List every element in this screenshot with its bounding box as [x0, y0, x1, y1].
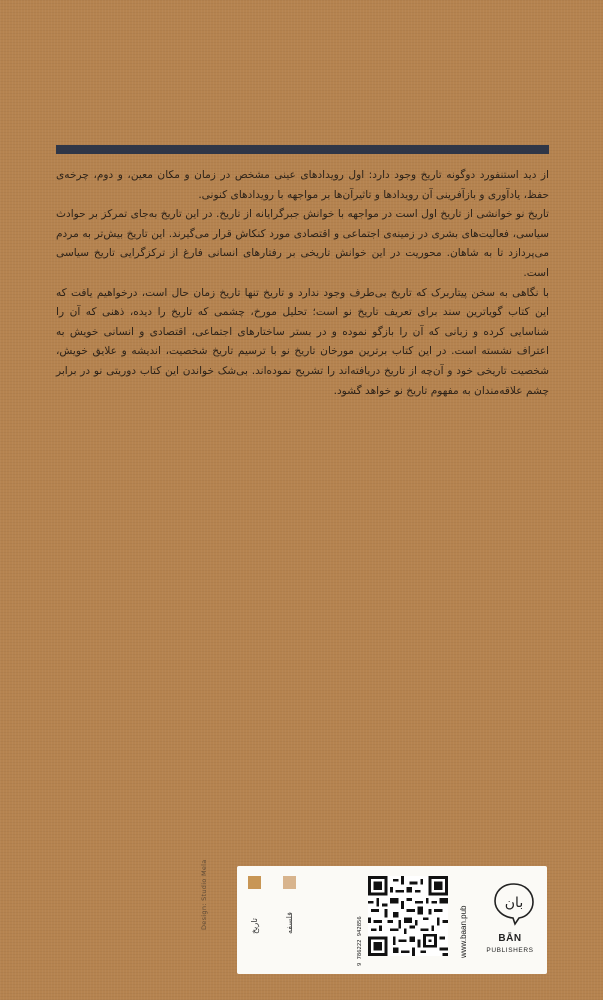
publisher-logo-icon: [491, 880, 537, 926]
publisher-name: BĀN: [498, 933, 522, 944]
isbn-number: 9 786222 942856: [357, 916, 363, 966]
design-credit: Design: Studio Mela: [200, 859, 208, 930]
category-swatch-history: [248, 876, 261, 889]
category-label-history: تاریخ: [250, 918, 259, 934]
category-label-philosophy: فلسفه: [285, 912, 294, 934]
barcode-panel: [237, 866, 547, 974]
header-rule: [56, 145, 549, 154]
blurb-paragraph-3: با نگاهی به سخن پیتاربرک که تاریخ بی‌طرف وجود ندارد و تاریخ تنها تاریخ زمان حال است، درخواهیم یافت که این کتاب گویاترین سند برای تعریف تاریخ نو است؛ تحلیل مورخ، چشمی که تاریخ را دیده، ذهنی که آن را شناسایی کرده و زبانی که آن را بازگو نموده و در بستر ساختارهای اجتماعی، اقتصادی و انسانی خویش به اعتراف نشسته است. در این کتاب برترین مورخان تاریخ نو با ترسیم تاریخ شخصیت، اندیشه و علایق خویش، شخصیت تاریخی خود و آن‌چه از تاریخ دریافته‌اند را تشریح نموده‌اند. بی‌شک خواندن این کتاب دوریتی نو در برابر چشم علاقه‌مندان به مفهوم تاریخ نو خواهد گشود.: [56, 286, 549, 397]
blurb-text: [56, 166, 549, 401]
blurb-paragraph-1: از دید استنفورد دوگونه تاریخ وجود دارد: اول رویدادهای عینی مشخص در زمان و مکان معین، و دوم، چرخه‌ی حفظ، یادآوری و بازآفرینی آن رویدادها و تاثیرآن‌ها بر مواجهه با رویدادهای کنونی.: [56, 169, 549, 201]
qr-code: [368, 876, 448, 956]
category-swatch-philosophy: [283, 876, 296, 889]
publisher-logo-text: بان: [504, 895, 524, 911]
publisher-tagline: PUBLISHERS: [486, 947, 534, 954]
blurb-paragraph-2: تاریخ نو خوانشی از تاریخ اول است در مواجهه با خوانش جبرگرایانه از تاریخ. در این تاریخ به‌جای تمرکز بر حوادث سیاسی، فعالیت‌های بشری در زمینه‌ی اجتماعی و اقتصادی مورد کنکاش قرار می‌گیرند. این تاریخ بیش‌تر به مردم می‌پردازد تا به شاهان. محوریت در این خوانش تاریخی بر رفتارهای انسانی فارغ از ترکزگرایی تاریخ سیاسی است.: [56, 208, 549, 279]
publisher-url: www.baan.pub: [459, 905, 468, 958]
